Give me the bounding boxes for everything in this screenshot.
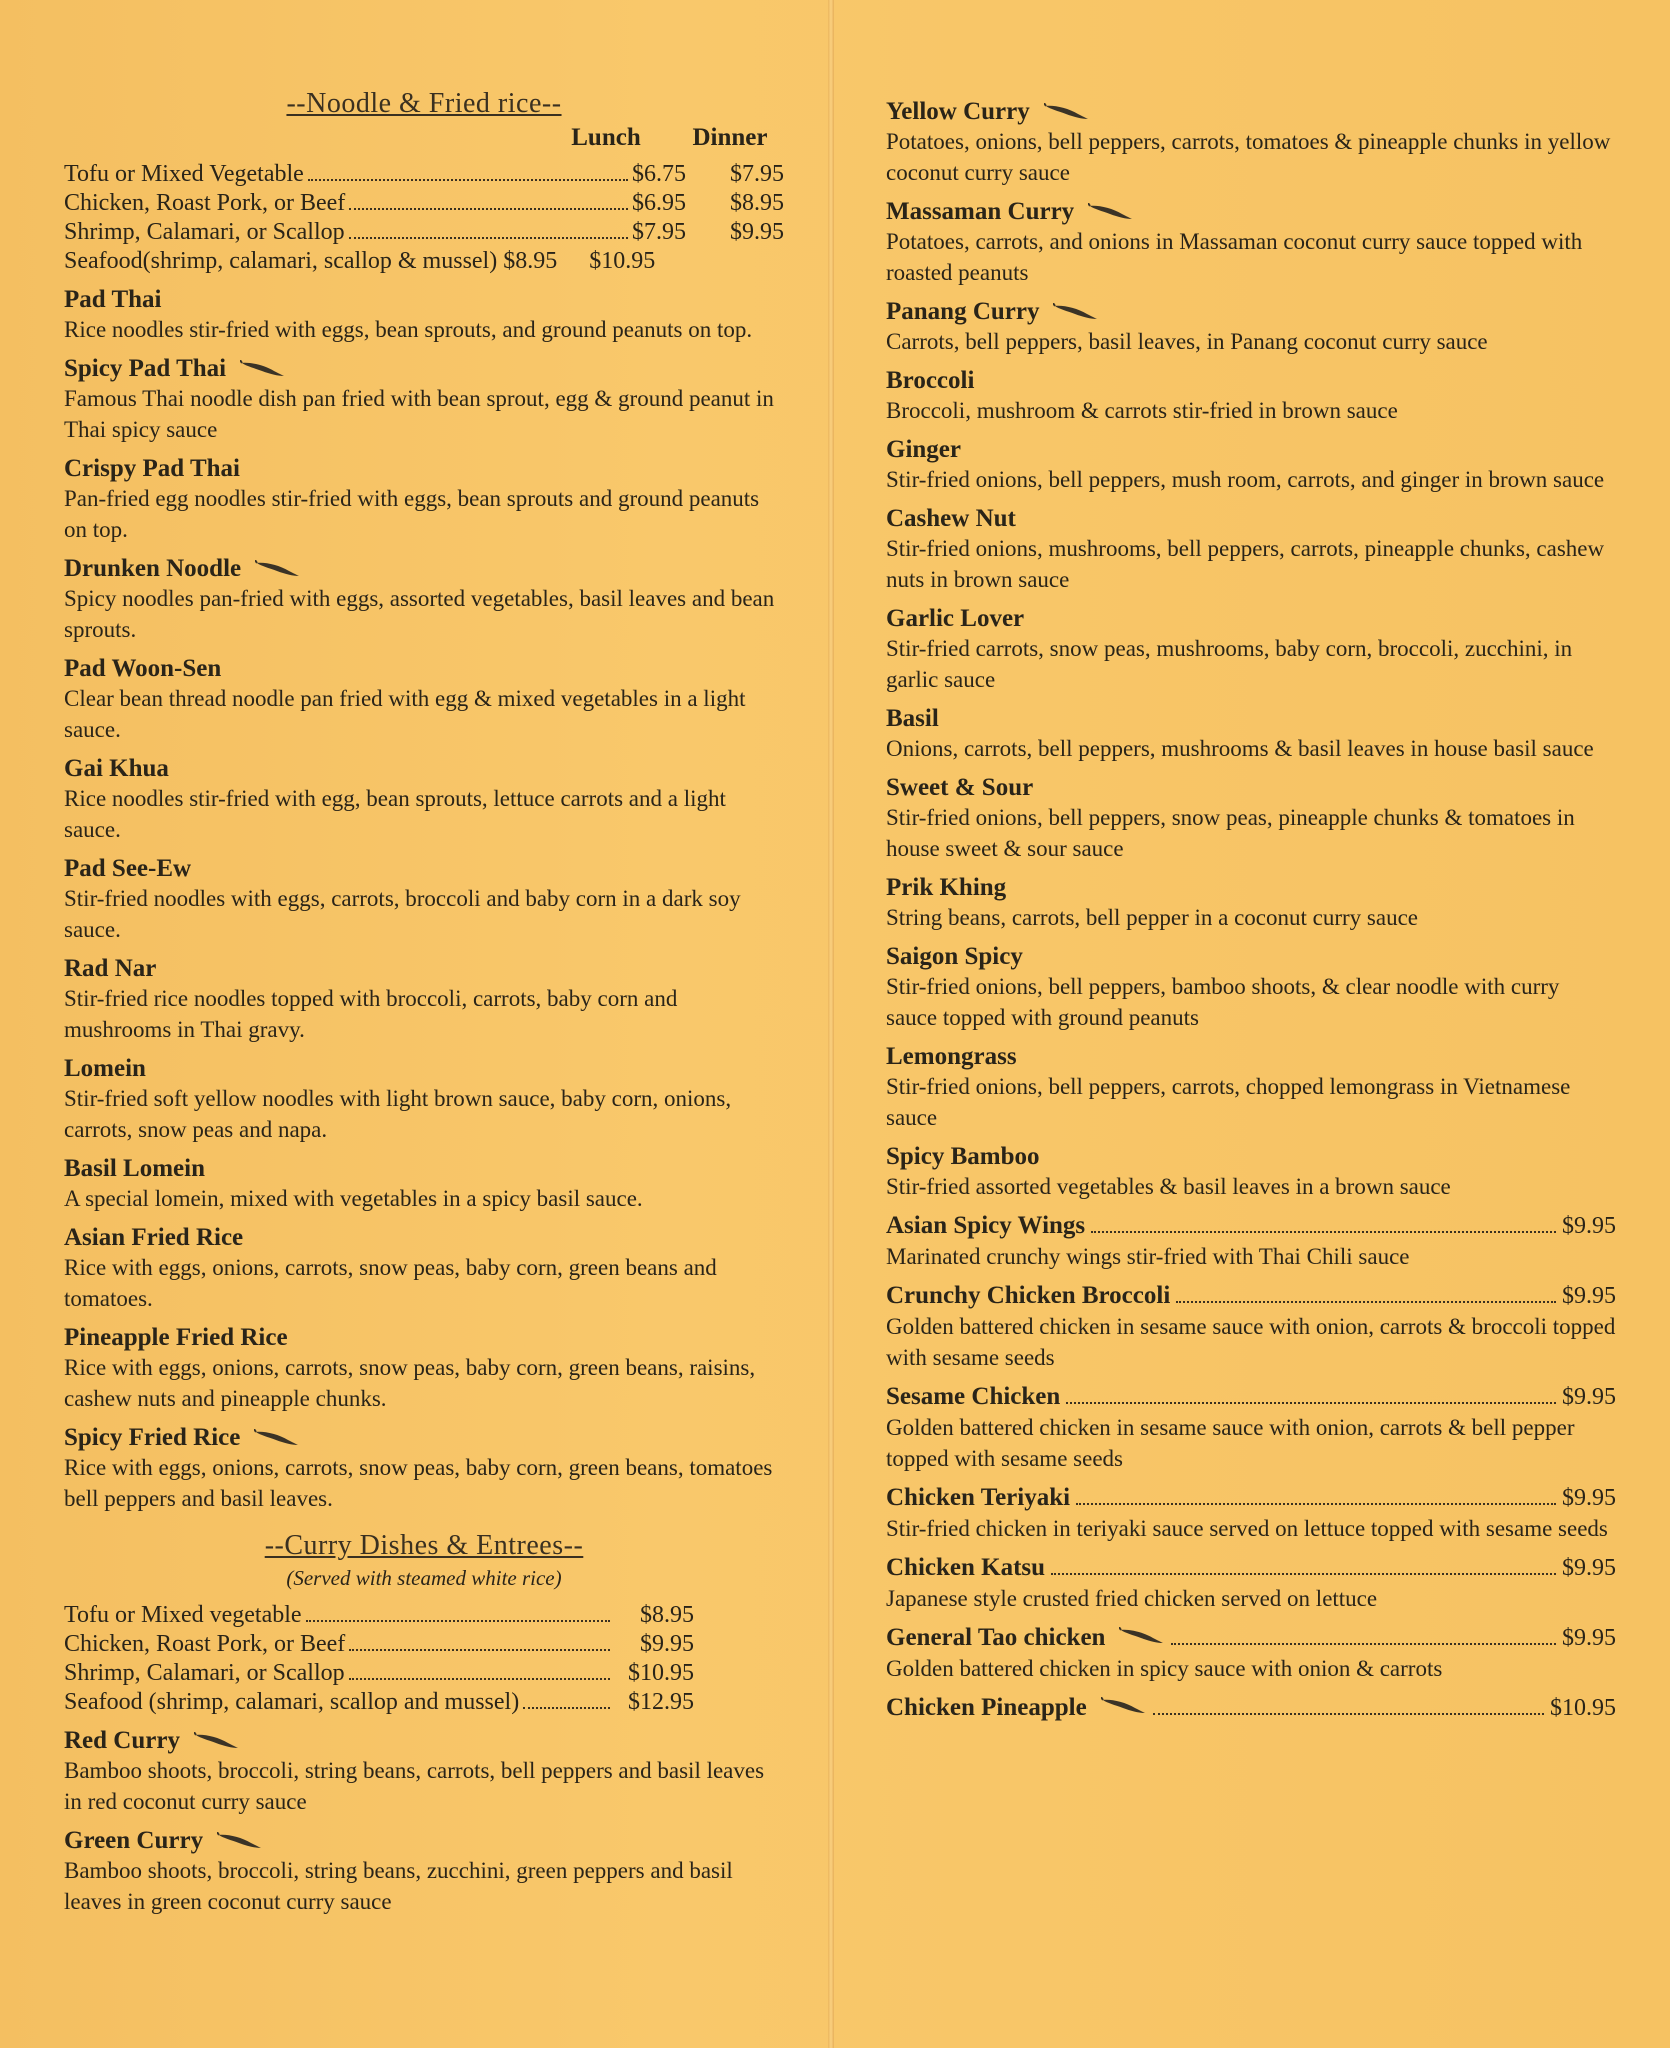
menu-item [64,1423,784,1514]
menu-item-name: Rad Nar [64,955,157,982]
menu-item-description: Stir-fried assorted vegetables & basil leaves in a brown sauce [886,1174,1451,1199]
menu-item [64,854,784,945]
menu-item-title [64,1054,784,1083]
menu-item-name: Sesame Chicken [886,1383,1061,1410]
menu-item [64,654,784,745]
price: $9.95 [640,1631,694,1657]
menu-item-description: Rice noodles stir-fried with egg, bean sprouts, lettuce carrots and a light sauce. [64,786,726,842]
menu-item [886,1623,1616,1684]
menu-item-title [886,297,1616,326]
price-row [64,1659,784,1688]
menu-item [886,704,1616,764]
menu-item-title [886,773,1616,802]
menu-item-description: Bamboo shoots, broccoli, string beans, carrots, bell peppers and basil leaves in red coconut curry sauce [64,1758,765,1814]
menu-item-title [886,1693,1616,1723]
leader-dots [1076,1503,1556,1505]
dinner-price: $9.95 [730,219,784,245]
menu-item-title [64,654,784,683]
lunch-price: $7.95 [632,219,686,245]
menu-item-title [886,1553,1616,1583]
menu-item-price: $9.95 [1562,1384,1616,1410]
price-row [64,189,784,218]
curry-item-list [64,1726,784,1917]
noodle-item-list [64,285,784,1514]
menu-item-name: Basil [886,705,939,732]
leader-dots [1153,1713,1544,1715]
menu-item-name: Lomein [64,1055,146,1082]
menu-item [64,1154,784,1214]
menu-item-name: Spicy Fried Rice [64,1424,241,1451]
price: $12.95 [628,1689,694,1715]
menu-item-description: Famous Thai noodle dish pan fried with bean sprout, egg & ground peanut in Thai spicy sauce [64,386,774,442]
menu-item-name: Crispy Pad Thai [64,455,240,482]
price-row [64,218,784,247]
menu-item [886,97,1616,188]
menu-item-name: Lemongrass [886,1043,1017,1070]
menu-item-name: Green Curry [64,1827,204,1854]
menu-item-title [64,1154,784,1183]
menu-item-price: $9.95 [1562,1283,1616,1309]
menu-item-name: Ginger [886,436,961,463]
menu-item-title [64,354,784,383]
menu-item [64,554,784,645]
price-row-name: Seafood (shrimp, calamari, scallop and mussel) [64,1689,520,1715]
price-row-name: Shrimp, Calamari, or Scallop [64,219,345,245]
menu-item [886,1483,1616,1544]
menu-item-name: Panang Curry [886,298,1040,325]
menu-item-title [64,554,784,583]
dinner-price: $7.95 [730,161,784,187]
price-row-name: Tofu or Mixed Vegetable [64,161,304,187]
noodle-section-title: --Noodle & Fried rice-- [286,88,562,119]
menu-item-description: Rice with eggs, onions, carrots, snow peas, baby corn, green beans, tomatoes bell peppers and basil leaves. [64,1455,773,1511]
menu-item-description: Bamboo shoots, broccoli, string beans, zucchini, green peppers and basil leaves in green coconut curry sauce [64,1858,733,1914]
curry-section-subtitle: (Served with steamed white rice) [286,1566,562,1590]
leader-dots [308,179,628,181]
menu-item-price: $9.95 [1562,1555,1616,1581]
menu-item [886,1382,1616,1474]
menu-item [886,1142,1616,1202]
leader-dots [349,1678,610,1680]
menu-item-title [64,754,784,783]
menu-item [886,1693,1616,1723]
menu-item-name: Massaman Curry [886,198,1075,225]
menu-item-name: Pineapple Fried Rice [64,1324,288,1351]
menu-item [886,366,1616,426]
menu-item-description: Stir-fried soft yellow noodles with light brown sauce, baby corn, onions, carrots, snow peas and napa. [64,1086,732,1142]
dinner-price: $10.95 [589,248,656,274]
menu-item-name: Yellow Curry [886,98,1030,125]
price-row-name: Chicken, Roast Pork, or Beef [64,1631,346,1657]
menu-item-name: Chicken Teriyaki [886,1484,1071,1511]
menu-item-description: Potatoes, onions, bell peppers, carrots, tomatoes & pineapple chunks in yellow coconut curry sauce [886,129,1611,185]
leader-dots [349,208,628,210]
menu-item-title [886,1211,1616,1241]
price-row [64,1688,784,1717]
menu-item-name: Crunchy Chicken Broccoli [886,1282,1171,1309]
leader-dots [306,1620,610,1622]
menu-item-title [886,604,1616,633]
menu-item-description: Clear bean thread noodle pan fried with egg & mixed vegetables in a light sauce. [64,686,746,742]
menu-item-description: Spicy noodles pan-fried with eggs, assorted vegetables, basil leaves and bean sprouts. [64,586,775,642]
menu-item [886,773,1616,864]
menu-item-price: $9.95 [1562,1213,1616,1239]
menu-item-name: Chicken Pineapple [886,1694,1087,1721]
leader-dots [523,1707,610,1709]
menu-item-description: Stir-fried onions, bell peppers, snow peas, pineapple chunks & tomatoes in house sweet & sour sauce [886,805,1575,861]
price: $10.95 [628,1660,694,1686]
menu-item-description: Rice noodles stir-fried with eggs, bean sprouts, and ground peanuts on top. [64,317,753,342]
menu-item [886,1281,1616,1373]
menu-item-description: Stir-fried noodles with eggs, carrots, broccoli and baby corn in a dark soy sauce. [64,886,741,942]
menu-item-description: Pan-fried egg noodles stir-fried with eggs, bean sprouts and ground peanuts on top. [64,486,760,542]
price: $8.95 [640,1602,694,1628]
menu-item-name: Cashew Nut [886,505,1016,532]
entree-item-list [886,97,1616,1202]
menu-item-title [886,1042,1616,1071]
menu-item [886,942,1616,1033]
menu-item-description: Stir-fried onions, bell peppers, mush room, carrots, and ginger in brown sauce [886,467,1605,492]
price-row-name: Shrimp, Calamari, or Scallop [64,1660,345,1686]
menu-item-title [886,504,1616,533]
menu-item [64,454,784,545]
leader-dots [1066,1402,1556,1404]
menu-item-title [886,1142,1616,1171]
leader-dots [1051,1573,1556,1575]
curry-price-list [64,1601,784,1717]
menu-item-title [64,454,784,483]
lunch-price: $8.95 [503,248,558,274]
menu-item [886,604,1616,695]
dinner-price: $8.95 [730,190,784,216]
noodle-price-list [64,160,784,276]
menu-item-description: Stir-fried rice noodles topped with broccoli, carrots, baby corn and mushrooms in Thai gravy. [64,986,678,1042]
chili-pepper-icon [1101,1697,1147,1715]
menu-item-title [886,873,1616,902]
menu-item-name: Saigon Spicy [886,943,1023,970]
lunch-header: Lunch [571,124,641,151]
menu-item-description: Golden battered chicken in sesame sauce with onion, carrots & bell pepper topped with sesame seeds [886,1415,1575,1471]
menu-item [64,1726,784,1817]
leader-dots [349,237,628,239]
menu-item-title [886,435,1616,464]
menu-item [64,354,784,445]
leader-dots [1091,1231,1556,1233]
menu-item-description: Golden battered chicken in spicy sauce with onion & carrots [886,1656,1443,1681]
price-row [64,160,784,189]
price-row [64,1630,784,1659]
menu-item-description: Broccoli, mushroom & carrots stir-fried in brown sauce [886,398,1398,423]
chili-pepper-icon [254,1429,300,1447]
leader-dots [1176,1301,1556,1303]
chili-pepper-icon [1088,203,1134,221]
menu-item [64,754,784,845]
price-row-name: Tofu or Mixed vegetable [64,1602,302,1628]
menu-item [886,873,1616,933]
leader-dots [349,1649,610,1651]
menu-item-description: String beans, carrots, bell pepper in a coconut curry sauce [886,905,1418,930]
menu-item [64,285,784,345]
menu-item-name: Basil Lomein [64,1155,205,1182]
menu-item-description: Carrots, bell peppers, basil leaves, in Panang coconut curry sauce [886,329,1488,354]
menu-item-name: Chicken Katsu [886,1554,1046,1581]
menu-item-name: Drunken Noodle [64,555,242,582]
chili-pepper-icon [1053,303,1099,321]
menu-item-title [886,1281,1616,1311]
menu-item-name: Spicy Pad Thai [64,355,227,382]
menu-item-title [886,97,1616,126]
menu-item [64,1323,784,1414]
menu-item-name: Asian Fried Rice [64,1224,244,1251]
menu-item [886,1211,1616,1272]
menu-item-description: Stir-fried onions, bell peppers, bamboo shoots, & clear noodle with curry sauce topped with ground peanuts [886,974,1560,1030]
price-headers [64,124,784,152]
menu-item-description: A special lomein, mixed with vegetables in a spicy basil sauce. [64,1186,643,1211]
menu-item-title [64,1323,784,1352]
menu-item-title [64,854,784,883]
menu-item-description: Stir-fried onions, bell peppers, carrots, chopped lemongrass in Vietnamese sauce [886,1074,1571,1130]
menu-item-name: Garlic Lover [886,605,1025,632]
chili-pepper-icon [1044,103,1090,121]
menu-item-description: Rice with eggs, onions, carrots, snow peas, baby corn, green beans, raisins, cashew nuts and pineapple chunks. [64,1355,756,1411]
price-row [64,247,784,276]
chili-pepper-icon [240,360,286,378]
menu-item [64,954,784,1045]
menu-item-name: Red Curry [64,1727,180,1754]
chili-pepper-icon [194,1732,240,1750]
menu-item-name: Sweet & Sour [886,774,1034,801]
menu-item-title [886,704,1616,733]
right-column [886,0,1616,2048]
menu-item-name: Asian Spicy Wings [886,1212,1086,1239]
price-row-name: Seafood(shrimp, calamari, scallop & mussel) [64,248,498,274]
menu-item-description: Japanese style crusted fried chicken served on lettuce [886,1586,1378,1611]
lunch-price: $6.95 [632,190,686,216]
menu-item-price: $10.95 [1550,1695,1616,1721]
menu-item-description: Potatoes, carrots, and onions in Massaman coconut curry sauce topped with roasted peanuts [886,229,1583,285]
menu-item-title [886,1623,1616,1653]
page-fold [828,0,834,2048]
menu-item-title [886,1483,1616,1513]
menu-item-name: Pad Thai [64,286,162,313]
left-column [64,0,784,2048]
menu-item-description: Stir-fried onions, mushrooms, bell peppers, carrots, pineapple chunks, cashew nuts in brown sauce [886,536,1605,592]
menu-item-description: Marinated crunchy wings stir-fried with Thai Chili sauce [886,1244,1410,1269]
menu-item-name: General Tao chicken [886,1624,1106,1651]
menu-item-description: Stir-fried chicken in teriyaki sauce served on lettuce topped with sesame seeds [886,1516,1608,1541]
curry-section-title: --Curry Dishes & Entrees-- [264,1530,584,1561]
menu-item-name: Prik Khing [886,874,1007,901]
menu-item-description: Rice with eggs, onions, carrots, snow peas, baby corn, green beans and tomatoes. [64,1255,717,1311]
menu-item-description: Stir-fried carrots, snow peas, mushrooms, baby corn, broccoli, zucchini, in garlic sauce [886,636,1573,692]
menu-item [886,197,1616,288]
menu-item-price: $9.95 [1562,1625,1616,1651]
menu-item-title [886,197,1616,226]
chili-pepper-icon [217,1832,263,1850]
menu-item-title [64,1223,784,1252]
menu-item [886,1042,1616,1133]
menu-item-title [64,1726,784,1755]
menu-item-name: Pad See-Ew [64,855,192,882]
menu-item-title [64,285,784,314]
price-row [64,1601,784,1630]
menu-item [64,1054,784,1145]
menu-item-title [64,1423,784,1452]
menu-item-name: Gai Khua [64,755,169,782]
menu-item [886,504,1616,595]
menu-item-price: $9.95 [1562,1485,1616,1511]
chili-pepper-icon [1119,1627,1165,1645]
leader-dots [1171,1643,1556,1645]
menu-item-title [886,366,1616,395]
menu-item [886,297,1616,357]
priced-entree-list [886,1211,1616,1723]
menu-item-description: Onions, carrots, bell peppers, mushrooms & basil leaves in house basil sauce [886,736,1594,761]
menu-item-description: Golden battered chicken in sesame sauce with onion, carrots & broccoli topped with sesame seeds [886,1314,1616,1370]
menu-item-name: Spicy Bamboo [886,1143,1040,1170]
menu-item [64,1223,784,1314]
menu-item-name: Pad Woon-Sen [64,655,222,682]
chili-pepper-icon [255,560,301,578]
dinner-header: Dinner [692,124,768,151]
price-row-name: Chicken, Roast Pork, or Beef [64,190,346,216]
menu-item [64,1826,784,1917]
lunch-price: $6.75 [632,161,686,187]
menu-item-title [64,1826,784,1855]
menu-item-name: Broccoli [886,367,975,394]
menu-item-title [64,954,784,983]
menu-item-title [886,942,1616,971]
menu-item [886,1553,1616,1614]
menu-item-title [886,1382,1616,1412]
menu-item [886,435,1616,495]
